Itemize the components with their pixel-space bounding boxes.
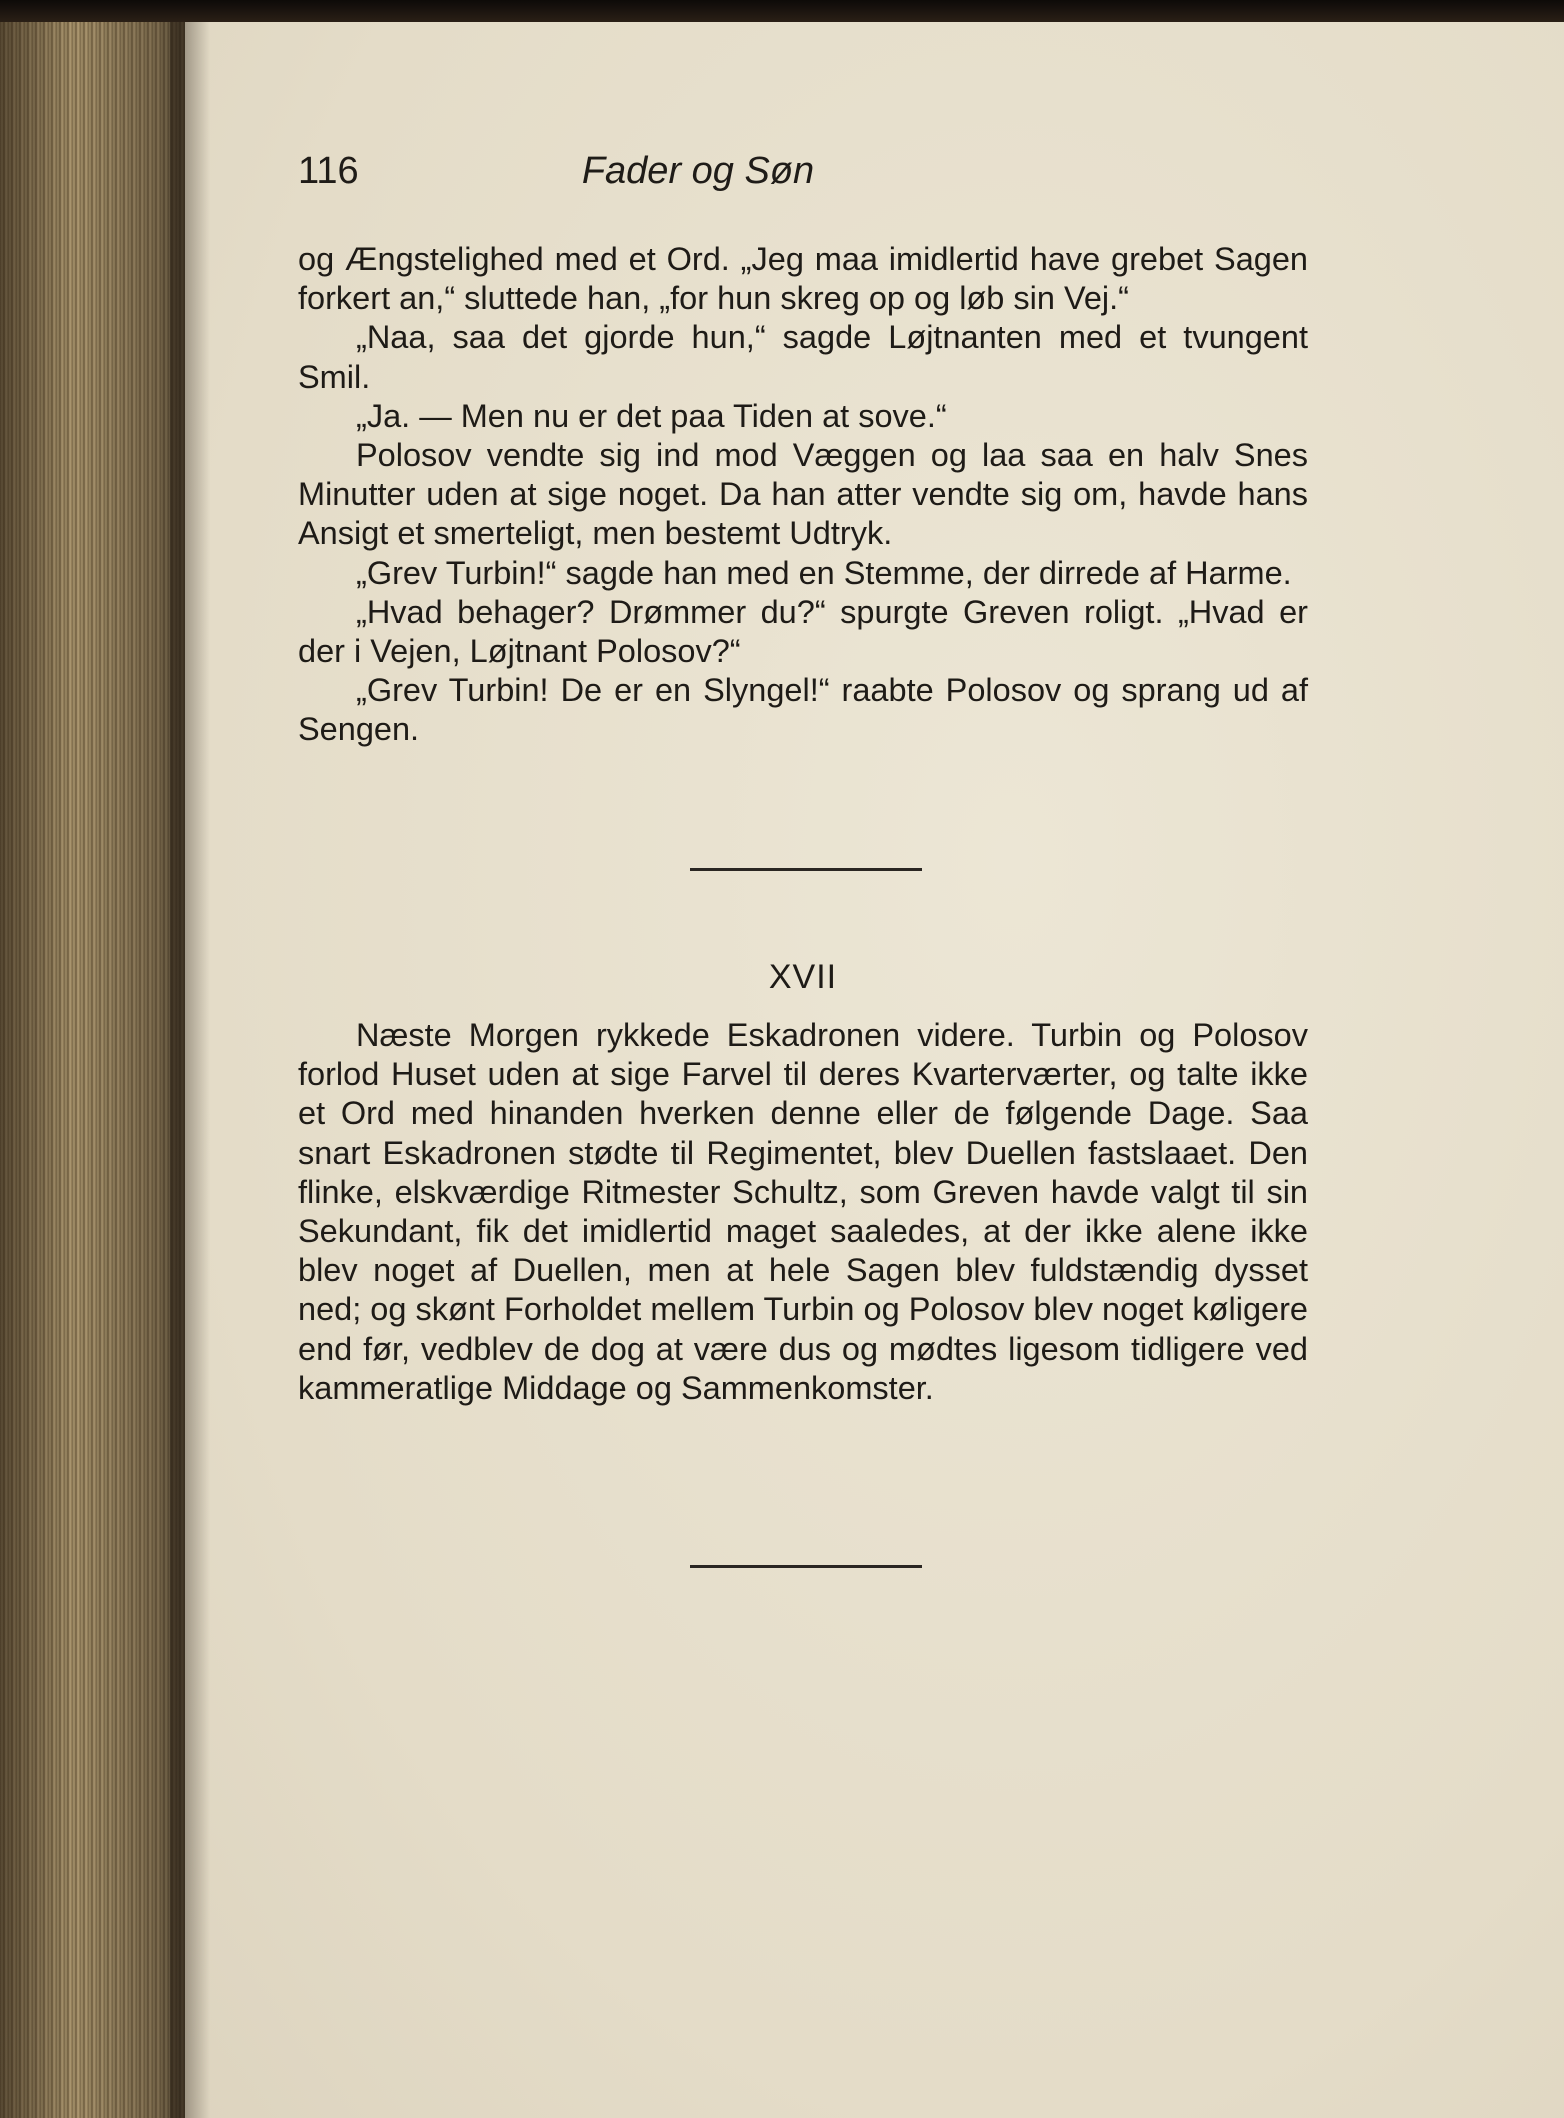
paragraph: „Naa, saa det gjorde hun,“ sagde Løjtnanten med et tvungent Smil. (298, 319, 1308, 395)
running-title: Fader og Søn (581, 150, 815, 192)
chapter-number: XVII (768, 958, 838, 996)
running-head (298, 150, 1098, 210)
gutter-shadow (170, 22, 210, 2118)
section-divider-rule (690, 868, 922, 871)
paragraph: og Ængstelighed med et Ord. „Jeg maa imidlertid have grebet Sagen forkert an,“ sluttede han, „for hun skreg op og løb sin Vej.“ (298, 241, 1308, 317)
scan-top-rim (0, 0, 1564, 22)
body-text-section-1 (298, 240, 1308, 750)
body-text-chapter (298, 1016, 1308, 1408)
paragraph: „Ja. — Men nu er det paa Tiden at sove.“ (356, 397, 947, 434)
paragraph: „Hvad behager? Drømmer du?“ spurgte Greven roligt. „Hvad er der i Vejen, Løjtnant Polosov?“ (298, 593, 1308, 670)
paragraph: Polosov vendte sig ind mod Væggen og laa saa en halv Snes Minutter uden at sige noget. Da han atter vendte sig om, havde hans Ansigt et smerteligt, men bestemt Udtryk. (298, 437, 1308, 552)
page-number: 116 (298, 150, 359, 192)
paragraph: Næste Morgen rykkede Eskadronen videre. Turbin og Polosov forlod Huset uden at sige Farvel til deres Kvarterværter, og talte ikke et Ord med hinanden hverken denne eller de følgende Dage. Saa snart Eskadronen stødte til Regimentet, blev Duellen fastslaaet. Den flinke, elskværdige Ritmester Schultz, som Greven havde valgt til sin Sekundant, fik det imidlertid maget saaledes, at der ikke alene ikke blev noget af Duellen, men at hele Sagen blev fuldstændig dysset ned; og skønt Forholdet mellem Turbin og Polosov blev noget køligere end før, vedblev de dog at være dus og mødtes ligesom tidligere ved kammeratlige Middage og Sammenkomster. (298, 1017, 1308, 1406)
book-page-edge (0, 22, 185, 2118)
paragraph: „Grev Turbin!“ sagde han med en Stemme, der dirrede af Harme. (356, 554, 1292, 591)
paragraph: „Grev Turbin! De er en Slyngel!“ raabte Polosov og sprang ud af Sengen. (298, 672, 1308, 748)
end-divider-rule (690, 1565, 922, 1568)
